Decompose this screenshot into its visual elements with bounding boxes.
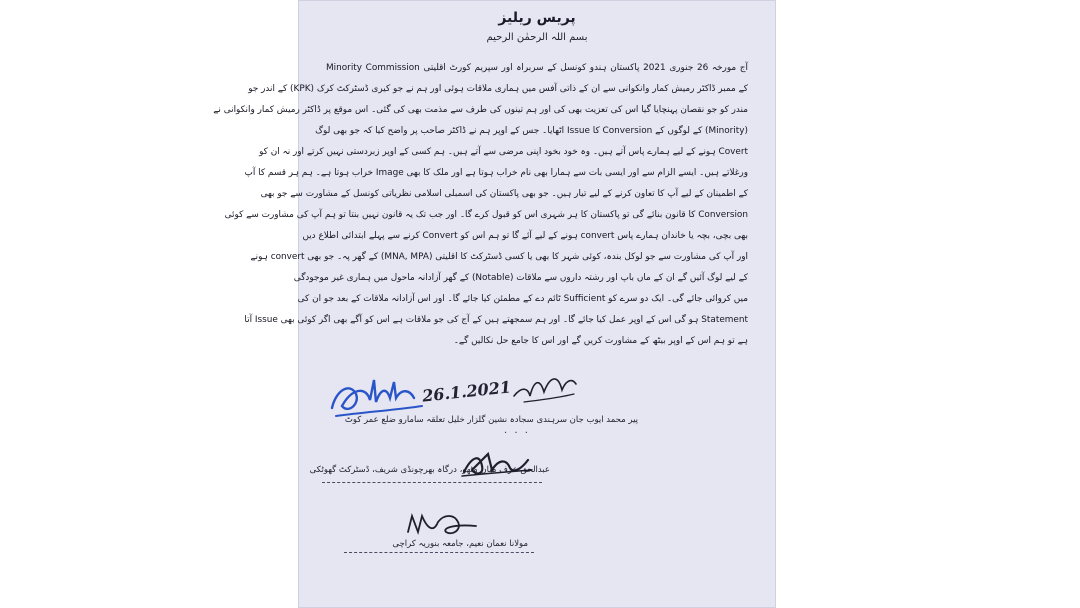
body-line: ورغلاتے ہیں۔ ایسے الزام سے اور ایسی بات سے ہمارا بھی نام خراب ہوتا ہے اور ملک کا بھی Image خراب ہوتا ہے۔ ہم ہر قسم کا آپ bbox=[244, 168, 748, 178]
body-line: کے اطمینان کے لیے آپ کا تعاون کرنے کے لیے تیار ہیں۔ جو بھی پاکستان کی اسمبلی اسلامی نظریاتی کونسل کے مشاورت سے جو بھی bbox=[260, 189, 748, 199]
signature-3-mark bbox=[402, 508, 482, 542]
body-line: Statement ہو گی اس کے اوپر عمل کیا جائے گا۔ اور ہم سمجھتے ہیں کے آج کی جو ملاقات ہے اس کو آگے بھی اگر کوئی بھی Issue آتا bbox=[244, 315, 748, 325]
body-line: Conversion کا قانون بنائے گی تو پاکستان کا ہر شہری اس کو قبول کرے گا۔ اور جب تک یہ قانون نہیں بنتا تو ہم آپ کی مشاورت سے کوئی bbox=[224, 210, 748, 220]
body-line: میں کروائی جائے گی۔ ایک دو سرے کو Sufficient ٹائم دے کے مطمئن کیا جائے گا۔ اور اس آزادانہ ملاقات کے بعد جو ان کی bbox=[297, 294, 748, 304]
signatory-1-name: پیر محمد ایوب جان سرہندی سجادہ نشین گلزار خلیل تعلقہ سامارو ضلع عمر کوٹ bbox=[344, 415, 638, 425]
bismillah-line: بسم اللہ الرحمٰن الرحیم bbox=[486, 32, 588, 43]
body-line: مندر کو جو نقصان پہنچایا گیا اس کی تعزیت بھی کی اور ہم تینوں کی طرف سے مذمت بھی کی گئی۔ اس موقع پر ڈاکٹر رمیش کمار وانکوانی نے bbox=[213, 105, 748, 115]
body-line: آج مورخہ 26 جنوری 2021 پاکستان ہندو کونسل کے سربراہ اور سپریم کورٹ اقلیتی Minority Commission bbox=[326, 63, 748, 73]
signature-2-line bbox=[322, 482, 542, 483]
separator-dots: · · · bbox=[504, 428, 530, 439]
signature-3-line bbox=[344, 552, 534, 553]
body-line: (Minority) کے لوگوں کے Conversion کا Issue اٹھایا۔ جس کے اوپر ہم نے ڈاکٹر صاحب پر واضح کیا کہ جو بھی لوگ bbox=[315, 126, 748, 136]
body-line: ہے تو ہم اس کے اوپر بیٹھ کے مشاورت کریں گے اور اس کا جامع حل نکالیں گے۔ bbox=[453, 336, 748, 346]
signature-1-flourish bbox=[510, 366, 580, 410]
body-line: کے لیے لوگ آئیں گے ان کے ماں باپ اور رشتہ داروں سے ملاقات (Notable) کے گھر آزادانہ ماحول میں ہماری غیر موجودگی bbox=[293, 273, 748, 283]
body-line: اور آپ کی مشاورت سے جو لوکل بندہ، کوئی شہر کا بھی یا کسی ڈسٹرکٹ کا اقلیتی (MNA, MPA) کے گھر پہ۔ جو بھی convert ہونے bbox=[250, 252, 748, 262]
press-release-page bbox=[213, 0, 776, 608]
signatory-2-name: عبدالحق عرف میاں مٹھو، درگاہ بھرچونڈی شریف، ڈسٹرکٹ گھوٹکی bbox=[309, 465, 550, 475]
body-line: Covert ہونے کے لیے ہمارے پاس آتے ہیں۔ وہ خود بخود اپنی مرضی سے آتے ہیں۔ ہم کسی کے اوپر زبردستی نہیں کرتے اور نہ ان کو bbox=[259, 147, 748, 157]
body-text bbox=[213, 58, 748, 352]
body-line: بھی بچی، بچہ یا خاندان ہمارے پاس convert ہونے کے لیے آئے گا تو ہم اس کو Convert کرنے سے پہلے ابتدائی اطلاع دیں bbox=[302, 231, 748, 241]
body-line: کے ممبر ڈاکٹر رمیش کمار وانکوانی سے ان کے ذاتی آفس میں ہماری ملاقات ہوئی اور ہم نے جو کیری ڈسٹرکٹ کرک (KPK) کے اندر جو bbox=[248, 84, 748, 94]
document-heading: پریس ریلیز bbox=[498, 10, 576, 26]
signatory-3-name: مولانا نعمان نعیم، جامعہ بنوریہ کراچی bbox=[392, 539, 528, 549]
signature-1-date: 26.1.2021 bbox=[421, 377, 512, 406]
